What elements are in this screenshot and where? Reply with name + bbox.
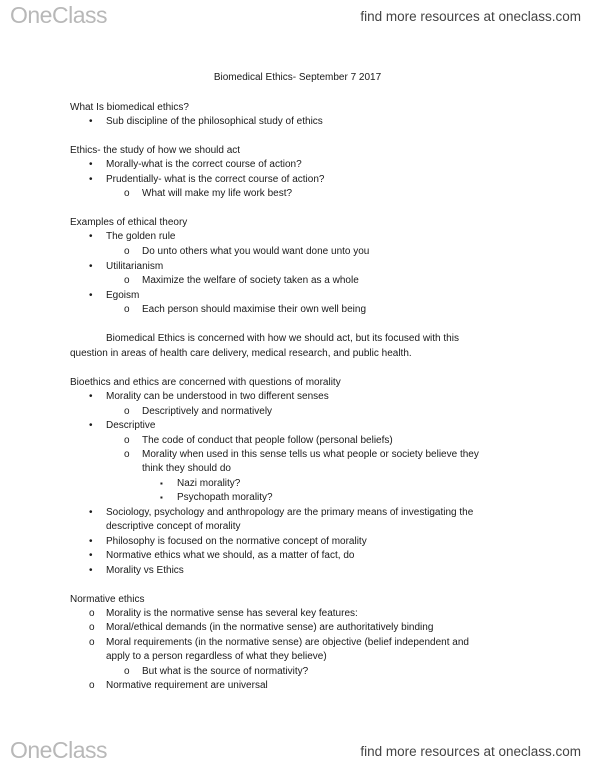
- header-tagline[interactable]: find more resources at oneclass.com: [360, 9, 581, 24]
- bullet-dot: [89, 158, 93, 171]
- list-item: Descriptive: [106, 420, 156, 431]
- list-item: Descriptively and normatively: [142, 406, 273, 417]
- bullet-circle: [89, 607, 95, 620]
- list-item-continuation: think they should do: [142, 463, 231, 474]
- list-item: Morality vs Ethics: [106, 565, 184, 576]
- bullet-circle: [124, 405, 130, 418]
- list-item: Do unto others what you would want done unto you: [142, 246, 370, 257]
- bullet-dot: [89, 260, 93, 273]
- list-item: Sub discipline of the philosophical study of ethics: [106, 116, 323, 127]
- bullet-dot: [89, 419, 93, 432]
- bullet-square: [160, 491, 163, 504]
- bullet-circle: [89, 636, 95, 649]
- list-item: Each person should maximise their own well being: [142, 304, 367, 315]
- bullet-dot: [89, 506, 93, 519]
- list-item: Sociology, psychology and anthropology are the primary means of investigating the: [106, 507, 474, 518]
- bullet-circle: [124, 448, 130, 461]
- logo-one-text: One: [10, 737, 52, 763]
- list-item: Egoism: [106, 290, 140, 301]
- bullet-circle: [124, 187, 130, 200]
- bullet-dot: [89, 230, 93, 243]
- bullet-dot: [89, 173, 93, 186]
- list-item: Normative requirement are universal: [106, 680, 268, 691]
- heading-what-is-biomedical-ethics: What Is biomedical ethics?: [70, 102, 189, 113]
- bullet-circle: [124, 434, 130, 447]
- list-item-continuation: apply to a person regardless of what they believe): [106, 651, 327, 662]
- list-item: Utilitarianism: [106, 261, 164, 272]
- bullet-circle: [89, 621, 95, 634]
- list-item: Psychopath morality?: [177, 492, 273, 503]
- bullet-circle: [89, 679, 95, 692]
- paragraph-line: Biomedical Ethics is concerned with how we should act, but its focused with this: [106, 333, 459, 344]
- list-item-continuation: descriptive concept of morality: [106, 521, 241, 532]
- list-item: But what is the source of normativity?: [142, 666, 309, 677]
- footer-tagline[interactable]: find more resources at oneclass.com: [360, 744, 581, 759]
- list-item: Moral/ethical demands (in the normative sense) are authoritatively binding: [106, 622, 434, 633]
- bullet-circle: [124, 665, 130, 678]
- logo-class-text: Class: [51, 737, 107, 763]
- list-item: Maximize the welfare of society taken as a whole: [142, 275, 359, 286]
- list-item: Morality can be understood in two different senses: [106, 391, 329, 402]
- bullet-dot: [89, 115, 93, 128]
- list-item: Morality is the normative sense has several key features:: [106, 608, 358, 619]
- list-item: Prudentially- what is the correct course of action?: [106, 174, 325, 185]
- bullet-dot: [89, 390, 93, 403]
- bullet-square: [160, 477, 163, 490]
- list-item: Moral requirements (in the normative sense) are objective (belief independent and: [106, 637, 469, 648]
- heading-normative-ethics: Normative ethics: [70, 594, 145, 605]
- list-item: The code of conduct that people follow (personal beliefs): [142, 435, 393, 446]
- logo-one-text: One: [10, 2, 52, 28]
- list-item: Nazi morality?: [177, 478, 241, 489]
- logo-class-text: Class: [51, 2, 107, 28]
- bullet-dot: [89, 549, 93, 562]
- bullet-dot: [89, 535, 93, 548]
- oneclass-logo-footer: [10, 737, 107, 764]
- list-item: The golden rule: [106, 231, 176, 242]
- paragraph-line: question in areas of health care delivery, medical research, and public health.: [70, 348, 412, 359]
- bullet-circle: [124, 303, 130, 316]
- oneclass-logo-header: [10, 2, 107, 29]
- heading-ethics: Ethics- the study of how we should act: [70, 145, 241, 156]
- bullet-dot: [89, 564, 93, 577]
- heading-examples-ethical-theory: Examples of ethical theory: [70, 217, 188, 228]
- bullet-dot: [89, 289, 93, 302]
- list-item: Morality when used in this sense tells us what people or society believe they: [142, 449, 479, 460]
- bullet-circle: [124, 245, 130, 258]
- heading-bioethics: Bioethics and ethics are concerned with questions of morality: [70, 377, 341, 388]
- list-item: Normative ethics what we should, as a matter of fact, do: [106, 550, 355, 561]
- document-title: Biomedical Ethics- September 7 2017: [213, 72, 382, 83]
- list-item: What will make my life work best?: [142, 188, 293, 199]
- list-item: Morally-what is the correct course of action?: [106, 159, 302, 170]
- bullet-circle: [124, 274, 130, 287]
- list-item: Philosophy is focused on the normative concept of morality: [106, 536, 367, 547]
